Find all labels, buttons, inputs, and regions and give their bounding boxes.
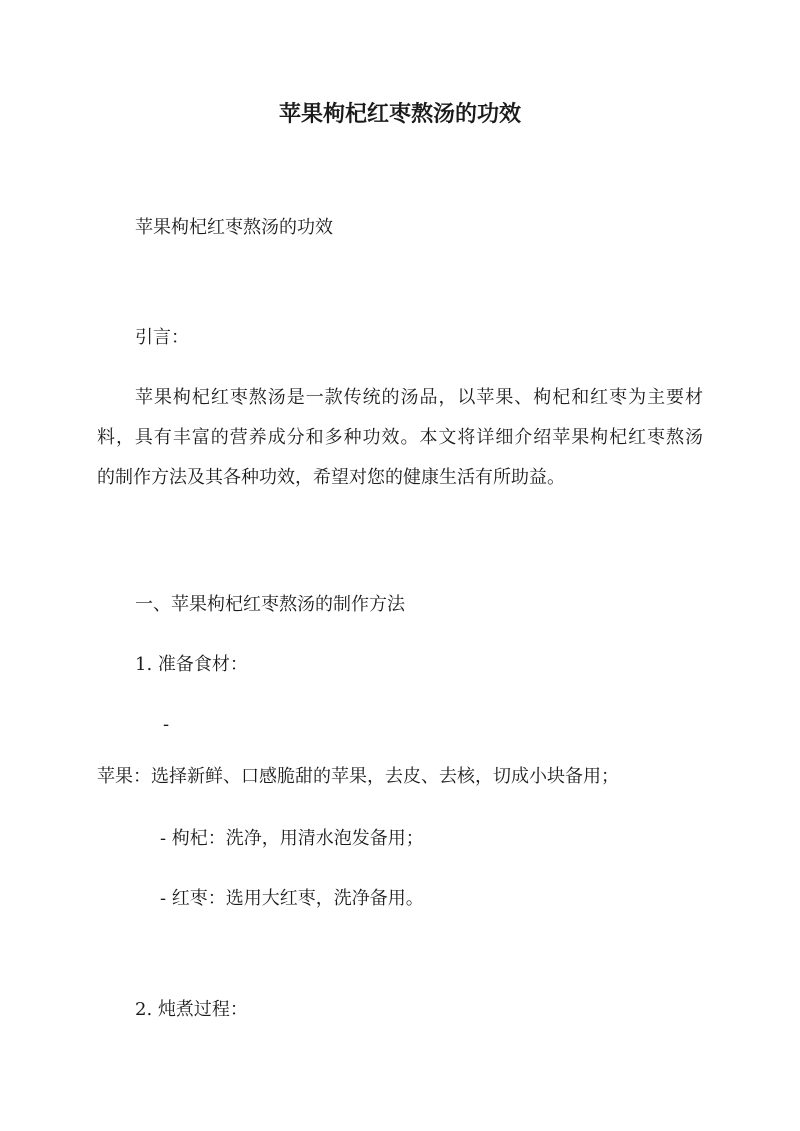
document-subtitle: 苹果枸杞红枣熬汤的功效 (135, 217, 333, 238)
document-title: 苹果枸杞红枣熬汤的功效 (278, 101, 521, 127)
step-2-heading: 2. 炖煮过程： (135, 999, 248, 1020)
ingredient-goji: - 枸杞：洗净，用清水泡发备用； (160, 828, 424, 849)
intro-line-2: 料，具有丰富的营养成分和多种功效。本文将详细介绍苹果枸杞红枣熬汤 (97, 427, 703, 448)
step-1-heading: 1. 准备食材： (135, 654, 248, 675)
section-1-heading: 一、苹果枸杞红枣熬汤的制作方法 (135, 594, 405, 615)
ingredient-jujube: - 红枣：选用大红枣，洗净备用。 (160, 888, 424, 909)
ingredient-apple: 苹果：选择新鲜、口感脆甜的苹果，去皮、去核，切成小块备用； (97, 766, 619, 787)
intro-line-3: 的制作方法及其各种功效，希望对您的健康生活有所助益。 (97, 467, 565, 488)
intro-paragraph (97, 378, 703, 498)
intro-heading: 引言： (135, 327, 189, 348)
intro-line-1: 苹果枸杞红枣熬汤是一款传统的汤品，以苹果、枸杞和红枣为主要材 (135, 387, 703, 408)
list-dash: - (163, 714, 170, 735)
